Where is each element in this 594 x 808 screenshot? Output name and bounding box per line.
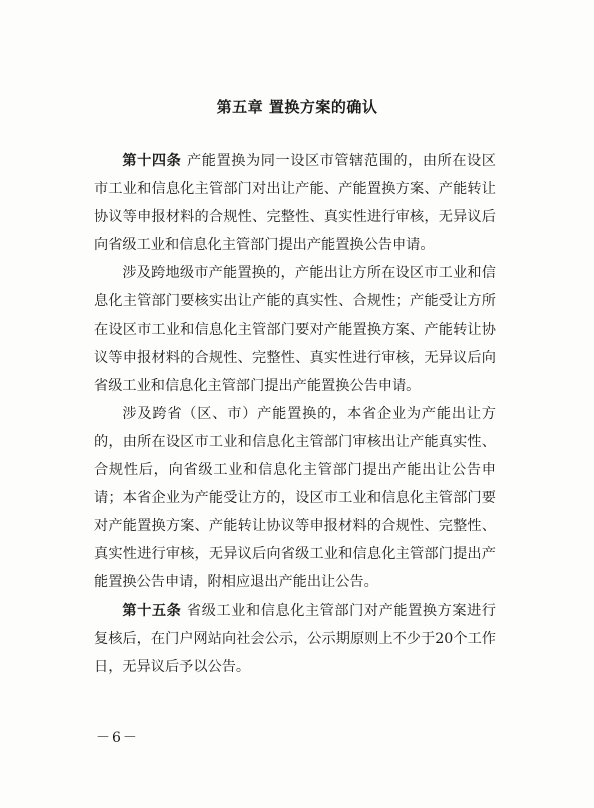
chapter-title: 第五章 置换方案的确认 <box>216 98 378 116</box>
paragraph-cross-city <box>94 259 496 399</box>
article-heading: 第十四条 <box>122 153 182 169</box>
paragraph-article-15 <box>94 597 496 681</box>
paragraph-text: 省级工业和信息化主管部门对产能置换方案进行复核后，在门户网站向社会公示，公示期原则上不少于20个工作日，无异议后予以公告。 <box>94 602 496 675</box>
paragraph-cross-province <box>94 400 496 597</box>
paragraph-article-14 <box>94 147 496 259</box>
paragraph-text: 涉及跨省（区、市）产能置换的，本省企业为产能出让方的，由所在设区市工业和信息化主管部门审核出让产能真实性、合规性后，向省级工业和信息化主管部门提出产能出让公告申请；本省企业为产能受让方的，设区市工业和信息化主管部门要对产能置换方案、产能转让协议等申报材料的合规性、完整性、真实性进行审核，无异议后向省级工业和信息化主管部门提出产能置换公告申请，附相应退出产能出让公告。 <box>94 405 496 591</box>
paragraph-text: 涉及跨地级市产能置换的，产能出让方所在设区市工业和信息化主管部门要核实出让产能的真实性、合规性；产能受让方所在设区市工业和信息化主管部门要对产能置换方案、产能转让协议等申报材料的合规性、完整性、真实性进行审核，无异议后向省级工业和信息化主管部门提出产能置换公告申请。 <box>94 265 496 394</box>
article-heading: 第十五条 <box>122 602 182 619</box>
page-number: －6－ <box>96 730 139 746</box>
body-text <box>94 147 496 681</box>
paragraph-text: 产能置换为同一设区市管辖范围的，由所在设区市工业和信息化主管部门对出让产能、产能置换方案、产能转让协议等申报材料的合规性、完整性、真实性进行审核，无异议后向省级工业和信息化主管部门提出产能置换公告申请。 <box>94 153 496 254</box>
